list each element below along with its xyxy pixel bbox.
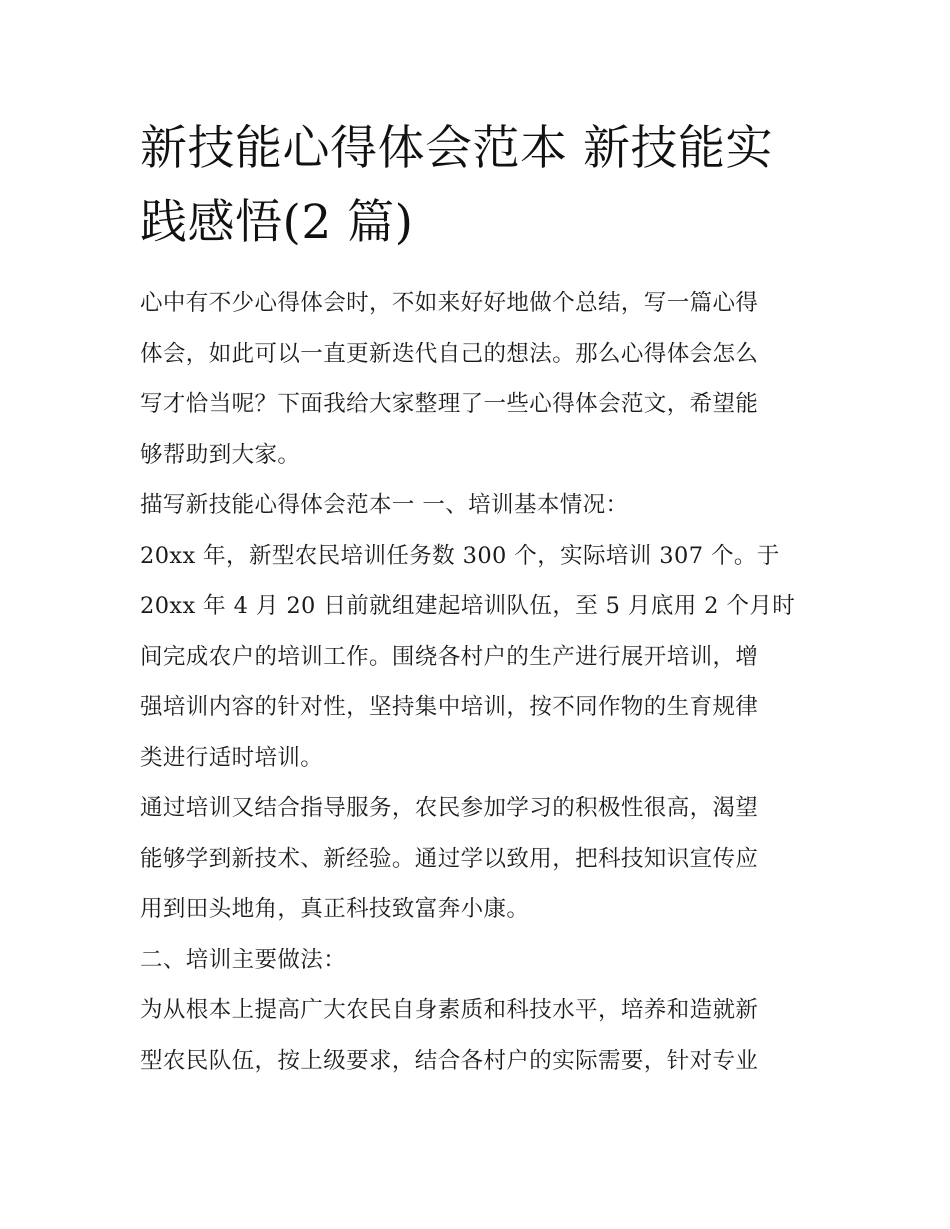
body-line: 通过培训又结合指导服务，农民参加学习的积极性很高，渴望 bbox=[140, 795, 759, 821]
title-line: 新技能心得体会范本 新技能实 bbox=[140, 121, 773, 176]
document-page bbox=[140, 112, 812, 1086]
body-line: 心中有不少心得体会时，不如来好好地做个总结，写一篇心得 bbox=[140, 290, 759, 316]
body-line: 够帮助到大家。 bbox=[140, 441, 301, 468]
body-line: 型农民队伍，按上级要求，结合各村户的实际需要，针对专业 bbox=[140, 1047, 759, 1074]
body-line: 用到田头地角，真正科技致富奔小康。 bbox=[140, 896, 530, 922]
body-line: 体会，如此可以一直更新迭代自己的想法。那么心得体会怎么 bbox=[140, 340, 759, 367]
section-heading: 二、培训主要做法： bbox=[140, 946, 347, 973]
body-line: 间完成农户的培训工作。围绕各村户的生产进行展开培训，增 bbox=[140, 643, 759, 670]
body-line: 强培训内容的针对性，坚持集中培训，按不同作物的生育规律 bbox=[140, 694, 759, 720]
title-line: 践感悟(2 篇) bbox=[140, 195, 414, 250]
body-line: 写才恰当呢？下面我给大家整理了一些心得体会范文，希望能 bbox=[140, 391, 759, 417]
body-line: 20xx 年 4 月 20 日前就组建起培训队伍，至 5 月底用 2 个月时 bbox=[140, 593, 796, 619]
document-body bbox=[140, 278, 812, 1086]
document-title bbox=[140, 112, 812, 260]
body-line: 为从根本上提高广大农民自身素质和科技水平，培养和造就新 bbox=[140, 997, 759, 1023]
body-line: 能够学到新技术、新经验。通过学以致用，把科技知识宣传应 bbox=[140, 845, 759, 872]
body-line: 20xx 年，新型农民培训任务数 300 个，实际培训 307 个。于 bbox=[140, 542, 780, 569]
body-line: 类进行适时培训。 bbox=[140, 744, 324, 771]
body-line: 描写新技能心得体会范本一 一、培训基本情况： bbox=[140, 492, 629, 518]
